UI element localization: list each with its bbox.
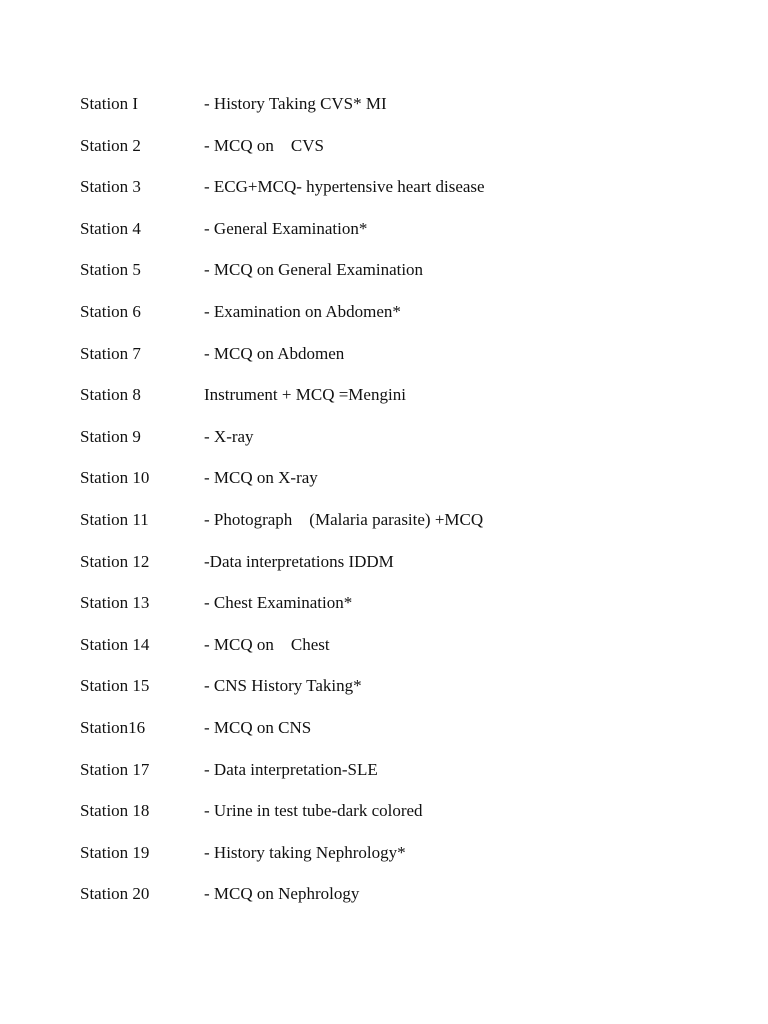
station-name: Station 12	[80, 551, 150, 571]
station-name: Station 18	[80, 801, 150, 821]
station-row	[80, 632, 700, 674]
station-name: Station 15	[80, 676, 150, 696]
station-row	[80, 465, 700, 507]
station-name: Station 19	[80, 842, 150, 862]
station-row	[80, 715, 700, 757]
station-description: - Data interpretation-SLE	[204, 759, 378, 779]
station-description: - Urine in test tube-dark colored	[204, 801, 423, 821]
station-name: Station 9	[80, 426, 141, 446]
station-name: Station 20	[80, 884, 150, 904]
station-description: - General Examination*	[204, 218, 368, 238]
station-name: Station 7	[80, 343, 141, 363]
station-description: Instrument + MCQ =Mengini	[204, 385, 406, 405]
station-row	[80, 216, 700, 258]
station-row	[80, 549, 700, 591]
station-description: - History Taking CVS* MI	[204, 94, 387, 113]
station-description: - MCQ on General Examination	[204, 260, 424, 280]
station-name: Station 8	[80, 385, 141, 405]
station-description: - Examination on Abdomen*	[204, 301, 401, 321]
station-name: Station 13	[80, 593, 150, 613]
station-row	[80, 507, 700, 549]
station-name: Station16	[80, 717, 146, 737]
station-description: - History taking Nephrology*	[204, 842, 406, 862]
station-description: - MCQ on CNS	[204, 717, 312, 737]
station-row	[80, 257, 700, 299]
station-description: - MCQ on Chest	[204, 634, 330, 654]
station-name: Station I	[80, 94, 139, 113]
station-description: - X-ray	[204, 426, 254, 446]
station-description: - ECG+MCQ- hypertensive heart disease	[204, 177, 485, 197]
station-name: Station 3	[80, 177, 141, 197]
station-name: Station 11	[80, 509, 149, 529]
station-row	[80, 133, 700, 175]
station-name: Station 17	[80, 759, 150, 779]
station-row	[80, 840, 700, 882]
station-row	[80, 174, 700, 216]
station-name: Station 4	[80, 218, 141, 238]
station-name: Station 6	[80, 301, 141, 321]
station-description: - MCQ on Abdomen	[204, 343, 345, 363]
station-name: Station 14	[80, 634, 150, 654]
station-row	[80, 91, 700, 133]
station-row	[80, 299, 700, 341]
station-name: Station 2	[80, 135, 141, 155]
station-row	[80, 673, 700, 715]
station-description: -Data interpretations IDDM	[204, 551, 394, 571]
station-row	[80, 424, 700, 466]
station-description: - Photograph (Malaria parasite) +MCQ	[204, 509, 484, 529]
station-row	[80, 590, 700, 632]
station-row	[80, 757, 700, 799]
station-row	[80, 881, 700, 923]
station-name: Station 10	[80, 468, 150, 488]
station-description: - MCQ on CVS	[204, 135, 324, 155]
station-row	[80, 341, 700, 383]
station-description: - MCQ on Nephrology	[204, 884, 360, 904]
station-list	[80, 91, 700, 923]
station-row	[80, 798, 700, 840]
station-description: - CNS History Taking*	[204, 676, 362, 696]
station-description: - MCQ on X-ray	[204, 468, 318, 488]
station-description: - Chest Examination*	[204, 593, 353, 613]
station-row	[80, 382, 700, 424]
station-name: Station 5	[80, 260, 141, 280]
